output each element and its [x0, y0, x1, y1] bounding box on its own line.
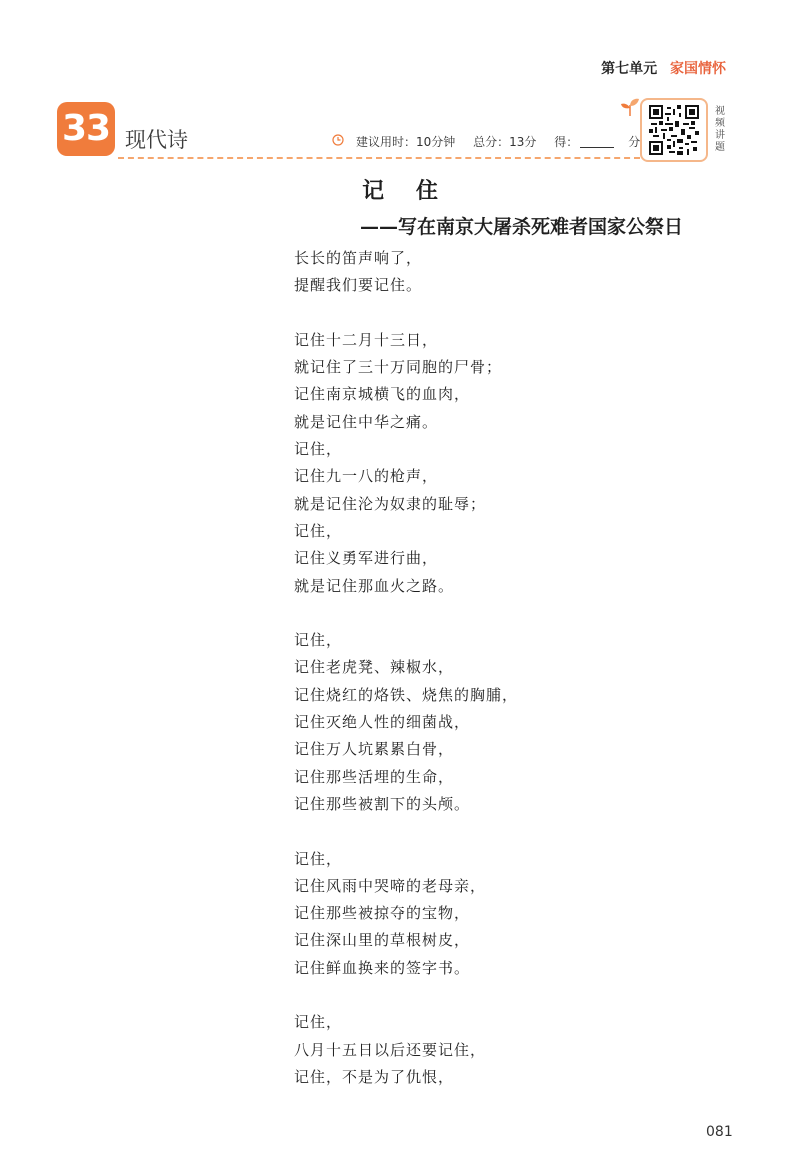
- video-label: 视频讲题: [715, 106, 725, 153]
- poem-line: 就是记住那血火之路。: [294, 576, 455, 595]
- clock-icon: [332, 134, 344, 146]
- poem-line: 就是记住中华之痛。: [294, 412, 439, 431]
- poem-line: 记住南京城横飞的血肉，: [294, 385, 471, 404]
- poem-line: 记住，: [294, 631, 343, 650]
- poem-line: 记住那些被割下的头颅。: [294, 794, 471, 813]
- lesson-type: 现代诗: [125, 128, 188, 152]
- score-blank: [580, 147, 614, 148]
- poem-line: 记住深山里的草根树皮，: [294, 931, 471, 950]
- stanza-break: [294, 600, 518, 627]
- poem-line: 记住，: [294, 440, 343, 459]
- poem-line: 记住灭绝人性的细菌战，: [294, 713, 471, 732]
- poem-body: [294, 245, 518, 1091]
- poem-line: 记住老虎凳、辣椒水，: [294, 658, 455, 677]
- header-divider: [118, 157, 640, 159]
- suggested-time: 建议用时：10分钟: [356, 135, 456, 149]
- poem-line: 就是记住沦为奴隶的耻辱；: [294, 494, 487, 513]
- poem-line: 记住义勇军进行曲，: [294, 549, 439, 568]
- stanza-break: [294, 818, 518, 845]
- video-qr-panel[interactable]: [640, 98, 708, 162]
- poem-line: 记住，: [294, 1013, 343, 1032]
- stanza-break: [294, 982, 518, 1009]
- time-info: [356, 133, 640, 150]
- poem-line: 记住，: [294, 521, 343, 540]
- poem-line: 记住那些被掠夺的宝物，: [294, 904, 471, 923]
- total-score: 总分：13分: [473, 135, 537, 149]
- poem-line: 记住十二月十三日，: [294, 330, 439, 349]
- lesson-number-badge: 33: [57, 102, 115, 156]
- unit-label: 第七单元: [601, 61, 658, 77]
- poem-line: 记住，不是为了仇恨，: [294, 1067, 455, 1086]
- score-unit: 分: [628, 135, 641, 149]
- score-label: 得：: [554, 135, 579, 149]
- poem-title: 记 住: [362, 178, 450, 204]
- poem-line: 就记住了三十万同胞的尸骨；: [294, 358, 503, 377]
- poem-line: 记住九一八的枪声，: [294, 467, 439, 486]
- poem-line: 记住，: [294, 849, 343, 868]
- sprout-icon: [618, 96, 640, 116]
- poem-line: 记住烧红的烙铁、烧焦的胸脯，: [294, 685, 519, 704]
- poem-line: 长长的笛声响了，: [294, 249, 423, 267]
- unit-header: [601, 58, 726, 78]
- poem-line: 记住那些活埋的生命，: [294, 767, 455, 786]
- qr-code-icon[interactable]: [649, 105, 699, 155]
- poem-line: 八月十五日以后还要记住，: [294, 1040, 487, 1059]
- poem-subtitle: ——写在南京大屠杀死难者国家公祭日: [360, 216, 684, 238]
- poem-line: 记住鲜血换来的签字书。: [294, 958, 471, 977]
- page-number: 081: [706, 1124, 733, 1140]
- poem-line: 提醒我们要记住。: [294, 276, 423, 295]
- stanza-break: [294, 300, 518, 327]
- poem-line: 记住万人坑累累白骨，: [294, 740, 455, 759]
- poem-line: 记住风雨中哭啼的老母亲，: [294, 876, 487, 895]
- unit-theme: 家国情怀: [670, 61, 726, 77]
- score-field: [554, 135, 640, 149]
